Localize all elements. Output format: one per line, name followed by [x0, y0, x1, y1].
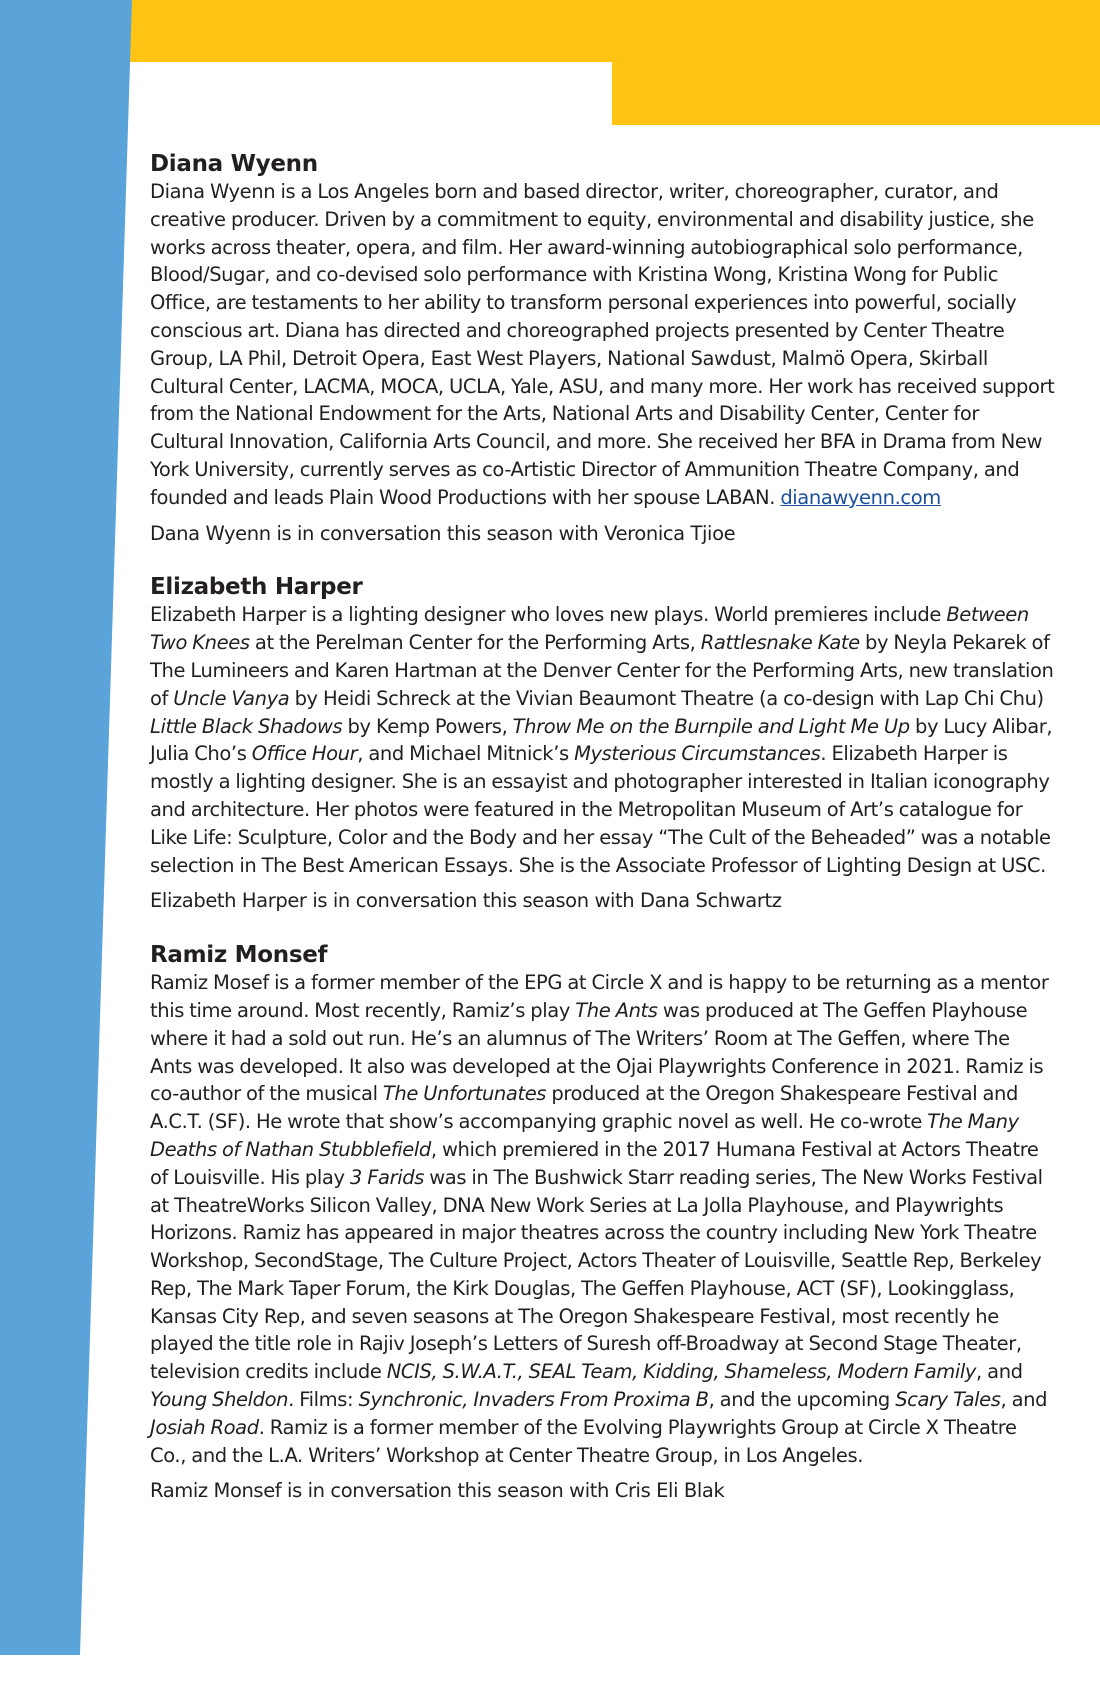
conversation-note: Elizabeth Harper is in conversation this season with Dana Schwartz [150, 889, 782, 913]
italic-title: The Unfortunates [382, 1082, 547, 1106]
conversation-note: Dana Wyenn is in conversation this season with Veronica Tjioe [150, 521, 736, 545]
italic-title: Rattlesnake Kate [700, 631, 860, 655]
bio-text: Ramiz Mosef is a former member of the EPG at Circle X and is happy to be returning as a mentor this time around. Most recently, Ramiz’s play The Ants was produced at The Geffen Playhouse where it had a sold out run. He’s an alumnus of The Writers’ Room at The Geffen, where The Ants was developed. It also was developed at the Ojai Playwrights Conference in 2021. Ramiz is co-author of the musical The Unfortunates produced at the Oregon Shakespeare Festival and A.C.T. (SF). He wrote that show’s accompanying graphic novel as well. He co-wrote The Many Deaths of Nathan Stubblefield, which premiered in the 2017 Humana Festival at Actors Theatre of Louisville. His play 3 Farids was in The Bushwick Starr reading series, The New Works Festival at TheatreWorks Silicon Valley, DNA New Work Series at La Jolla Playhouse, and Playwrights Horizons. Ramiz has appeared in major theatres across the country including New York Theatre Workshop, SecondStage, The Culture Project, Actors Theater of Louisville, Seattle Rep, Berkeley Rep, The Mark Taper Forum, the Kirk Douglas, The Geffen Playhouse, ACT (SF), Lookingglass, Kansas City Rep, and seven seasons at The Oregon Shakespeare Festival, most recently he played the title role in Rajiv Joseph’s Letters of Suresh off-Broadway at Second Stage Theater, television credits include NCIS, S.W.A.T., SEAL Team, Kidding, Shameless, Modern Family, and Young Sheldon. Films: Synchronic, Invaders From Proxima B, and the upcoming Scary Tales, and Josiah Road. Ramiz is a former member of the Evolving Playwrights Group at Circle X Theatre Co., and the L.A. Writers’ Workshop at Center Theatre Group, in Los Angeles. [150, 971, 1049, 1467]
italic-title: The Ants [575, 998, 658, 1022]
bio-name: Diana Wyenn [150, 151, 318, 177]
blue-side-bar [0, 0, 132, 1655]
bios-content [150, 150, 1055, 1531]
white-notch [100, 62, 612, 152]
italic-title: Little Black Shadows [150, 714, 343, 738]
website-link[interactable]: dianawyenn.com [780, 485, 941, 509]
bio-name: Ramiz Monsef [150, 942, 328, 969]
italic-title: Office Hour [251, 742, 358, 766]
italic-title: 3 Farids [349, 1165, 424, 1189]
italic-title: Mysterious Circumstances [574, 742, 821, 766]
bio-text: Diana Wyenn is a Los Angeles born and based director, writer, choreographer, curator, and creative producer. Driven by a commitment to equity, environmental and disability justice, she works across theater, opera, and film. Her award-winning autobiographical solo performance, Blood/Sugar, and co-devised solo performance with Kristina Wong, Kristina Wong for Public Office, are testaments to her ability to transform personal experiences into powerful, socially conscious art. Diana has directed and choreographed projects presented by Center Theatre Group, LA Phil, Detroit Opera, East West Players, National Sawdust, Malmö Opera, Skirball Cultural Center, LACMA, MOCA, UCLA, Yale, ASU, and many more. Her work has received support from the National Endowment for the Arts, National Arts and Disability Center, Center for Cultural Innovation, California Arts Council, and more. She received her BFA in Drama from New York University, currently serves as co-Artistic Director of Ammunition Theatre Company, and founded and leads Plain Wood Productions with her spouse LABAN. dianawyenn.com [150, 180, 1055, 509]
italic-title: Synchronic, Invaders From Proxima B [358, 1388, 709, 1412]
italic-title: NCIS, S.W.A.T., SEAL Team, Kidding, Shameless, Modern Family [386, 1360, 977, 1384]
bio-section-ramiz-monsef [150, 941, 1055, 1505]
conversation-note: Ramiz Monsef is in conversation this season with Cris Eli Blak [150, 1479, 725, 1503]
italic-title: Uncle Vanya [173, 686, 290, 710]
bio-text: Elizabeth Harper is a lighting designer who loves new plays. World premieres include Between Two Knees at the Perelman Center for the Performing Arts, Rattlesnake Kate by Neyla Pekarek of The Lumineers and Karen Hartman at the Denver Center for the Performing Arts, new translation of Uncle Vanya by Heidi Schreck at the Vivian Beaumont Theatre (a co-design with Lap Chi Chu) Little Black Shadows by Kemp Powers, Throw Me on the Burnpile and Light Me Up by Lucy Alibar, Julia Cho’s Office Hour, and Michael Mitnick’s Mysterious Circumstances. Elizabeth Harper is mostly a lighting designer. She is an essayist and photographer interested in Italian iconography and architecture. Her photos were featured in the Metropolitan Museum of Art’s catalogue for Like Life: Sculpture, Color and the Body and her essay “The Cult of the Beheaded” was a notable selection in The Best American Essays. She is the Associate Professor of Lighting Design at USC. [150, 603, 1054, 877]
italic-title: Scary Tales [895, 1388, 1001, 1412]
italic-title: Josiah Road [150, 1415, 259, 1439]
bio-name: Elizabeth Harper [150, 574, 363, 601]
italic-title: Young Sheldon [150, 1388, 289, 1412]
bio-section-elizabeth-harper [150, 573, 1055, 915]
italic-title: Throw Me on the Burnpile and Light Me Up [512, 714, 910, 738]
italic-title: Between Two Knees [150, 603, 1029, 655]
italic-title: The Many Deaths of Nathan Stubblefield [150, 1110, 1019, 1161]
bio-section-diana-wyenn [150, 150, 1055, 547]
